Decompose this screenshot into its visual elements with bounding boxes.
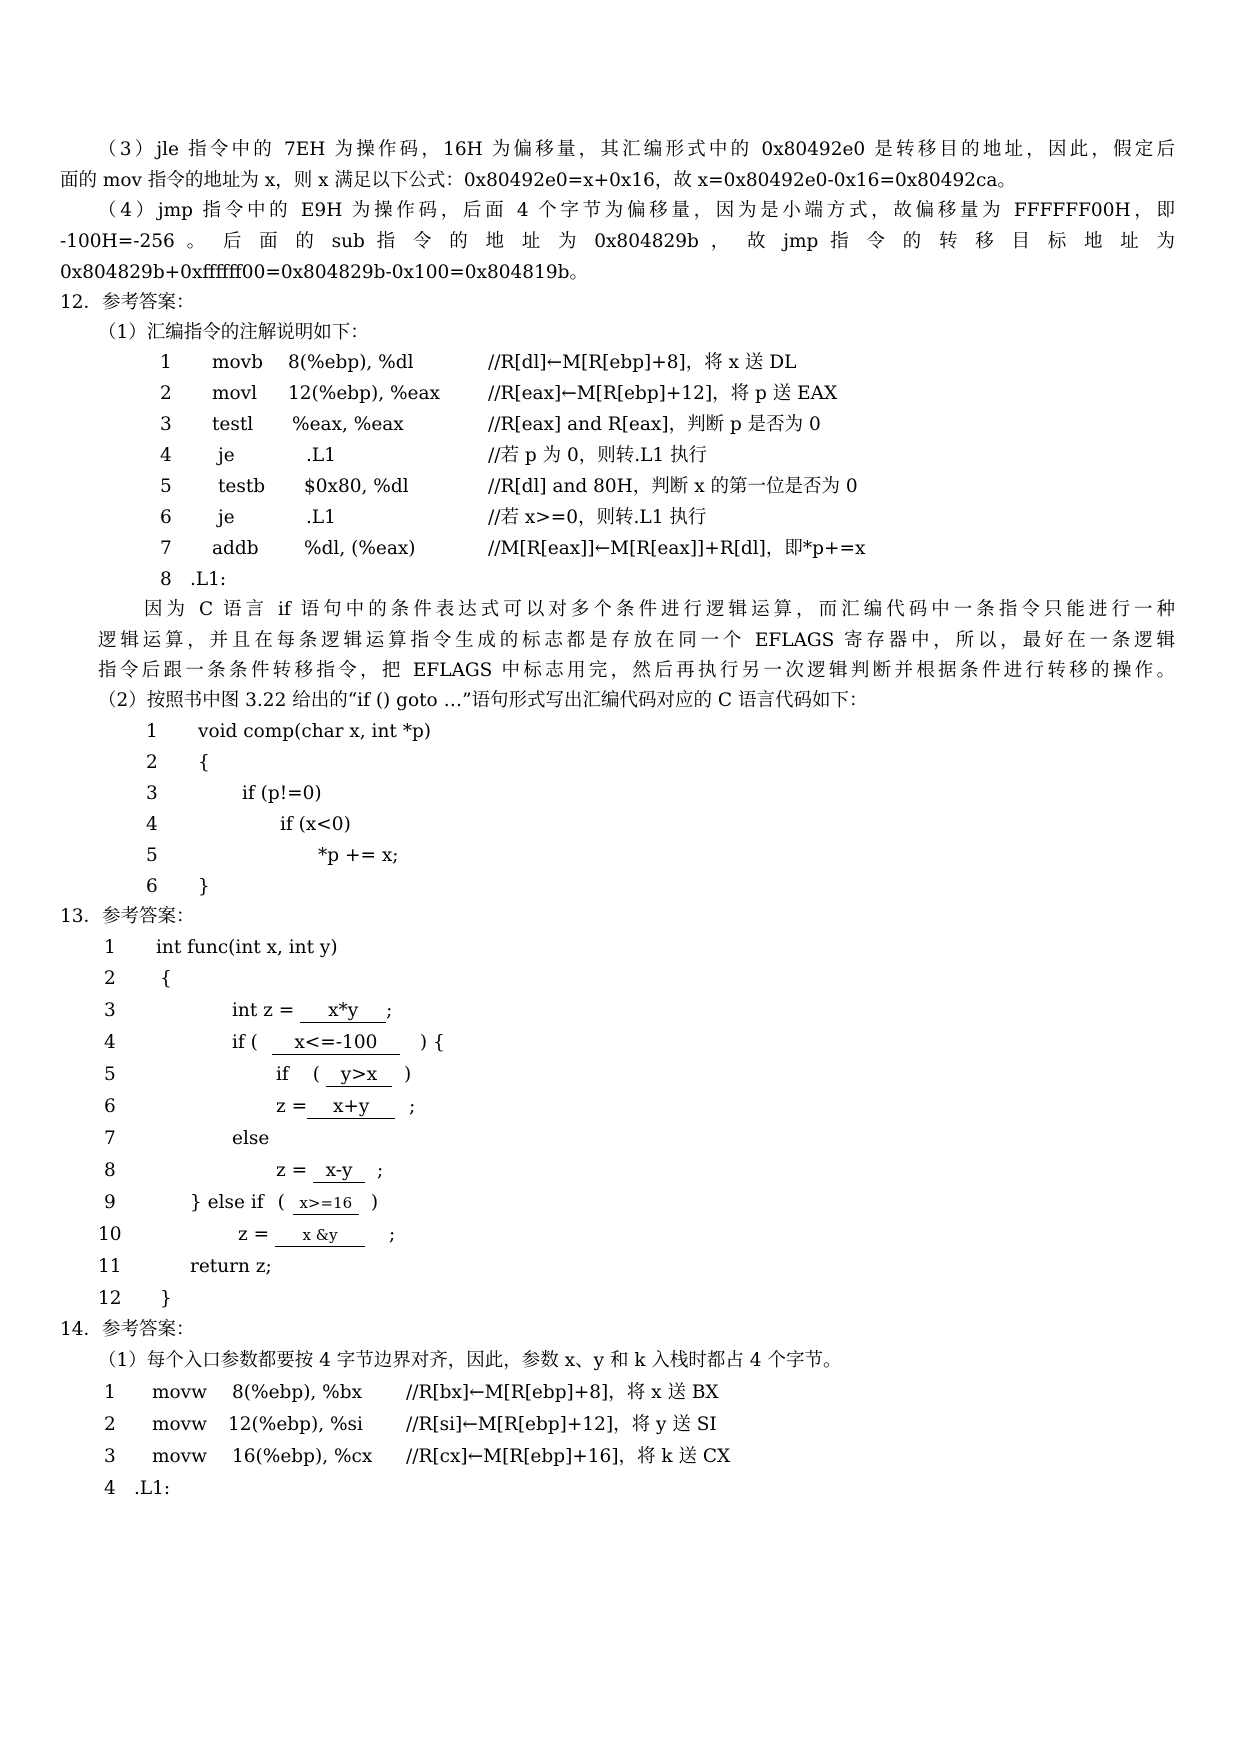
line-number: 4	[146, 814, 158, 835]
para4-line2: -100H=-256 。 后 面 的 sub 指 令 的 地 址 为 0x804829b ， 故 jmp 指 令 的 转 移 目 标 地 址 为	[60, 231, 1175, 252]
line-number: 6	[146, 876, 158, 897]
para3-line2: 面的 mov 指令的地址为 x，则 x 满足以下公式：0x80492e0=x+0x16，故 x=0x80492e0-0x16=0x80492ca。	[60, 170, 1016, 191]
code-text: ;	[409, 1096, 416, 1117]
asm-comment: //R[bx]←M[R[ebp]+8]，将 x 送 BX	[406, 1382, 719, 1403]
q12-explain-line3: 指令后跟一条条件转移指令，把 EFLAGS 中标志用完，然后再执行另一次逻辑判断并根据条件进行转移的操作。	[98, 660, 1175, 681]
code-text: ;	[386, 1000, 393, 1021]
line-number: 4	[104, 1478, 116, 1499]
code-line	[276, 1062, 411, 1088]
code-line: if (x<0)	[280, 814, 351, 835]
line-number: 8	[160, 569, 172, 590]
asm-op: testb	[218, 476, 266, 497]
line-number: 5	[104, 1064, 116, 1085]
line-number: 12	[98, 1288, 122, 1309]
answer-blank: x-y	[313, 1160, 365, 1183]
asm-op: movw	[152, 1382, 207, 1403]
code-line: int func(int x, int y)	[156, 937, 338, 958]
line-number: 3	[160, 414, 172, 435]
line-number: 10	[98, 1224, 122, 1245]
code-text: z =	[276, 1160, 314, 1181]
code-line: *p += x;	[318, 845, 399, 866]
line-number: 11	[98, 1256, 122, 1277]
line-number: 4	[160, 445, 172, 466]
asm-label: .L1:	[190, 569, 227, 590]
line-number: 2	[104, 1414, 116, 1435]
asm-op: movw	[152, 1446, 207, 1467]
code-line: }	[160, 1288, 172, 1309]
line-number: 7	[160, 538, 172, 559]
code-line: }	[198, 876, 210, 897]
asm-op: movl	[212, 383, 258, 404]
line-number: 2	[146, 752, 158, 773]
asm-args: %eax, %eax	[292, 414, 404, 435]
line-number: 4	[104, 1032, 116, 1053]
q12-part2-title: （2）按照书中图 3.22 给出的“if () goto …”语句形式写出汇编代码对应的 C 语言代码如下：	[98, 690, 868, 711]
answer-blank: y>x	[326, 1064, 392, 1087]
code-text: )	[403, 1064, 412, 1085]
asm-args: 8(%ebp), %dl	[288, 352, 414, 373]
q13-heading: 13．参考答案：	[60, 906, 195, 927]
code-line	[232, 998, 392, 1024]
asm-comment: //M[R[eax]]←M[R[eax]]+R[dl]，即*p+=x	[488, 538, 866, 559]
code-text: if	[276, 1064, 289, 1085]
code-text: (	[277, 1192, 285, 1213]
asm-comment: //R[eax] and R[eax]，判断 p 是否为 0	[488, 414, 821, 435]
q12-heading: 12．参考答案：	[60, 292, 195, 313]
code-text: int z =	[232, 1000, 301, 1021]
line-number: 2	[160, 383, 172, 404]
asm-op: movb	[212, 352, 263, 373]
line-number: 6	[160, 507, 172, 528]
code-line: {	[198, 752, 210, 773]
code-text: ;	[389, 1224, 396, 1245]
asm-comment: //若 x>=0，则转.L1 执行	[488, 507, 707, 528]
asm-comment: //R[dl]←M[R[ebp]+8]，将 x 送 DL	[488, 352, 797, 373]
line-number: 6	[104, 1096, 116, 1117]
answer-blank: x*y	[300, 1000, 386, 1023]
asm-op: je	[218, 445, 235, 466]
answer-blank: x>=16	[293, 1192, 359, 1215]
para4-line1: （4）jmp 指令中的 E9H 为操作码，后面 4 个字节为偏移量，因为是小端方式，故偏移量为 FFFFFF00H，即	[98, 200, 1175, 221]
q12-explain-line2: 逻辑运算，并且在每条逻辑运算指令生成的标志都是存放在同一个 EFLAGS 寄存器中，所以，最好在一条逻辑	[98, 630, 1175, 651]
asm-args: 12(%ebp), %eax	[288, 383, 440, 404]
asm-op: addb	[212, 538, 259, 559]
line-number: 1	[160, 352, 172, 373]
line-number: 1	[146, 721, 158, 742]
q12-explain-line1: 因为 C 语言 if 语句中的条件表达式可以对多个条件进行逻辑运算，而汇编代码中一条指令只能进行一种	[144, 599, 1175, 620]
answer-blank: x+y	[307, 1096, 395, 1119]
code-line	[232, 1030, 445, 1056]
q14-heading: 14．参考答案：	[60, 1319, 195, 1340]
asm-args: 8(%ebp), %bx	[232, 1382, 363, 1403]
asm-args: %dl, (%eax)	[304, 538, 416, 559]
asm-op: testl	[212, 414, 254, 435]
line-number: 5	[146, 845, 158, 866]
asm-args: 16(%ebp), %cx	[232, 1446, 373, 1467]
line-number: 5	[160, 476, 172, 497]
asm-label: .L1:	[134, 1478, 171, 1499]
answer-blank: x &y	[275, 1224, 365, 1247]
asm-comment: //R[dl] and 80H，判断 x 的第一位是否为 0	[488, 476, 858, 497]
asm-op: je	[218, 507, 235, 528]
code-text: if (	[232, 1032, 258, 1053]
code-line	[190, 1190, 378, 1216]
para4-line3: 0x804829b+0xffffff00=0x804829b-0x100=0x804819b。	[60, 262, 588, 283]
code-line: else	[232, 1128, 270, 1149]
line-number: 2	[104, 968, 116, 989]
code-text: z =	[238, 1224, 276, 1245]
line-number: 8	[104, 1160, 116, 1181]
code-text: (	[312, 1064, 320, 1085]
code-text: ) {	[419, 1032, 445, 1053]
code-line: if (p!=0)	[242, 783, 322, 804]
asm-comment: //若 p 为 0，则转.L1 执行	[488, 445, 708, 466]
asm-comment: //R[eax]←M[R[ebp]+12]，将 p 送 EAX	[488, 383, 838, 404]
asm-comment: //R[si]←M[R[ebp]+12]，将 y 送 SI	[406, 1414, 717, 1435]
code-line	[276, 1094, 415, 1120]
code-text: z =	[276, 1096, 308, 1117]
code-text: } else if	[190, 1192, 264, 1213]
code-line: return z;	[190, 1256, 272, 1277]
asm-args: 12(%ebp), %si	[228, 1414, 363, 1435]
line-number: 1	[104, 937, 116, 958]
asm-comment: //R[cx]←M[R[ebp]+16]，将 k 送 CX	[406, 1446, 731, 1467]
asm-args: $0x80, %dl	[304, 476, 409, 497]
line-number: 3	[104, 1446, 116, 1467]
q14-part1: （1）每个入口参数都要按 4 字节边界对齐，因此，参数 x、y 和 k 入栈时都占 4 个字节。	[98, 1350, 842, 1371]
code-text: ;	[377, 1160, 384, 1181]
code-line	[238, 1222, 395, 1248]
line-number: 1	[104, 1382, 116, 1403]
line-number: 9	[104, 1192, 116, 1213]
line-number: 7	[104, 1128, 116, 1149]
code-line: {	[160, 968, 172, 989]
code-text: )	[370, 1192, 379, 1213]
code-line: void comp(char x, int *p)	[198, 721, 432, 742]
asm-args: .L1	[306, 507, 336, 528]
asm-args: .L1	[306, 445, 336, 466]
para3-line1: （3）jle 指令中的 7EH 为操作码，16H 为偏移量，其汇编形式中的 0x80492e0 是转移目的地址，因此，假定后	[98, 139, 1175, 160]
line-number: 3	[104, 1000, 116, 1021]
line-number: 3	[146, 783, 158, 804]
answer-blank: x<=-100	[272, 1032, 400, 1055]
asm-op: movw	[152, 1414, 207, 1435]
code-line	[276, 1158, 383, 1184]
q12-part1-title: （1）汇编指令的注解说明如下：	[98, 322, 369, 343]
